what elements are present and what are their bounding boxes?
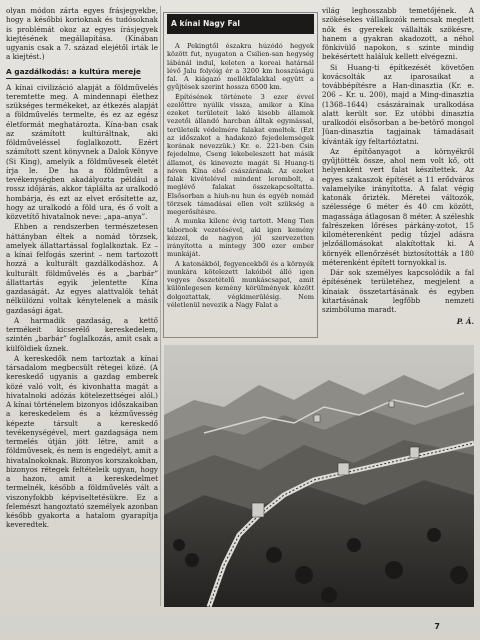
body-paragraph: A kínai civilizáció alapját a földművelés teremtette meg. A mindennapi élethez szükséges termékeket, az étkezés alapját a földművelés termelte, és ez az egész életformát meghatározta. Kína-ban csak az számított kultúráltnak, aki földműveléssel foglalkozott. Ezért számított szent könyvnek a Dalok Könyve (Si King), amelyik a földművesek életét írja le. De ha a földművelt a tevékenységben akadályozta például a rossz időjárás, akkor táplálta az uralkodó hombárja, és ezt az elvet erősítette az, hogy az uralkodó a föld ura, és ő volt a közvetítő hivatalnok neve: „apa–anya”. xyxy=(6,82,158,221)
body-paragraph: Az építőanyagot a környékről gyűjtötték össze, ahol nem volt kő, ott helyenként vert falat készítettek. Az egyes szakaszok építését a 11 erődváros valamelyike irányította. A falat végig katonák őrizték. Méretei változók, szélessége 6 méter és 40 cm között, magassága átlagosan 8 méter. A széleshk falrészeken lőréses párkány-zotot, 15 kilométerenként pedig tűzjel adásra jelzőállomásokat alakítottak ki. A környék ellenőrzését biztosították a 180 méterenként épített tornyokkal is. xyxy=(322,146,474,267)
great-wall-photo xyxy=(164,345,474,607)
body-paragraph: A harmadik gazdaság, a kettő termékeit kicserélő kereskedelem, szintén „barbár” foglalkozás, amit csak a külföldiek űznek. xyxy=(6,315,158,353)
sidebar-column xyxy=(167,42,314,334)
sidebar-paragraph: A munka kilenc évig tartott. Meng Tien tábornok vezetésével, aki igen kemény kézzel, de nagyon jól szervezetten irányította a mintegy 300 ezer ember munkáját. xyxy=(167,217,314,259)
left-column xyxy=(6,6,158,596)
section-heading: A gazdálkodás: a kultúra mereje xyxy=(6,67,141,79)
author-signature: P. Á. xyxy=(456,317,474,327)
right-column xyxy=(322,6,474,340)
sidebar-paragraph: A Pekingtől északra húzódó hegyek között fut, nyugaton a Csilien-san hegység lábánál indul, keleten a koreai határnál lévő Jalu folyóig ér a 3200 km hosszúságú fal. A kiágazó mellékfalakkal együtt a gyűjtések szerint hossza 6500 km. xyxy=(167,42,314,92)
sidebar-paragraph: Építésének története 3 ezer évvel ezelőttre nyúlik vissza, amikor a Kína ezeket területeit lakó kisebb államok vezetői állandó harcban álltak egymással, területeik védelmére falakat emeltek. (Ezt az időszakot a hadakozó fejedelemségek korának nevezzük.) Kr. e. 221-ben Csin fejedelme, Cseng lekebeleszett hat másik államot, és kinevezte magát Si Huang-ti néven Kína első császárának. Az ezeket falak kivételével mindent lerombolt, a meglévő falakat összekapcsoltatta. Elsősorban a hiuh-nu hun és egyéb nomád törzsek támadásai ellen volt szükség a megerősítésre. xyxy=(167,92,314,216)
body-paragraph: A kereskedők nem tartoztak a kínai társadalom megbecsült rétegei közé. (A kereskedő ugyanis a gazdag emberek közé való volt, és kivonhatta magát a hivatalnoki adózás kötelezettségei alól.) A kínai történelem bizonyos időszakaiban a kereskedelem és a kézművesség képezte társult a kereskedő tevékenységével, mert gazdagsága nem termelés útján jött létre, amit a földművesek, és nem is engedélyt, amit a hivatalnokoknak. Bizonyos korszakokban, bizonyos rétegek feltételeik ugyan, hogy a hazon, amit a kereskedelmet termelnék, később a földművelés vált a viszonyfokbb képviseltetésükre. Ez a felemészt hangoztató személyek azonban később gyakorta a hatalom gyarapítja keveredtek. xyxy=(6,353,158,530)
sidebar-paragraph: A katonákból, fegyencekből és a környék munkára kötelezett lakóiból álló igen vegyes összetételű munkáscsapat, amit különlegesen kemény körülmények között dolgoztattak, végkimerülésig. Nem véletlenül nevezik a Nagy Falat a xyxy=(167,259,314,309)
continued-paragraph: világ leghosszabb temetőjének. A szökésekes vállalkozók nemcsak meglett nők és gyerekek vállalták szökésre, hanem a gyakran akadozott, a néhol fönkivülő napokon, s szinte mindig bekésértett haláluk kellett elvégezni. xyxy=(322,6,474,62)
great-wall-illustration xyxy=(164,345,474,607)
column-divider xyxy=(160,6,161,606)
body-paragraph: Dár sok személyes kapcsolódik a fal építésének területéhez, megjelent a kínaiak összetartásának és egyben kitartásának legfőbb nemzeti szimbóluma maradt. xyxy=(322,268,474,314)
body-paragraph: Si Huang-ti építkezését követően kovácsolták az iparosaikat a továbbépítésre a Han-dinasztia (Kr. e. 206 – Kr. u. 200), majd a Ming-dinasztia (1368–1644) császárainak uralkodása alatt került sor. Ez utóbbi dinasztia uralkodói elsősorban a be-betörő mongol Jüan-dinasztia tagjainak támadásait kívánták így feltartóztatni. xyxy=(322,62,474,146)
sidebar-title: A kínai Nagy Fal xyxy=(167,14,314,34)
intro-paragraph: olyan módon zárta egyes frásjegyekbe, hogy a későbbi korioknak és tudósoknak is problémát okoz az egyes írásjegyek kiejtésének megállapítása. (Kínában ugyanis csak a 7. század elejétől írták le a kiejtést.) xyxy=(6,6,158,62)
page-number: 7 xyxy=(434,622,440,631)
body-paragraph: Ehben a rendszerben természetesen háttányban éltek a nomád törzsek, amelyek állattartással foglalkoztak. Ez – a kínai felfogás szerint – nem tartozott hozzá a kulturált gazdálkodáshoz. A kulturált földművelés és a „barbár” állattartás egyik jelentette Kína gazdaságát. Az egyes alattvalók tehát nélkülözni voltak kénytelenek a másik gazdasági ágat. xyxy=(6,222,158,315)
